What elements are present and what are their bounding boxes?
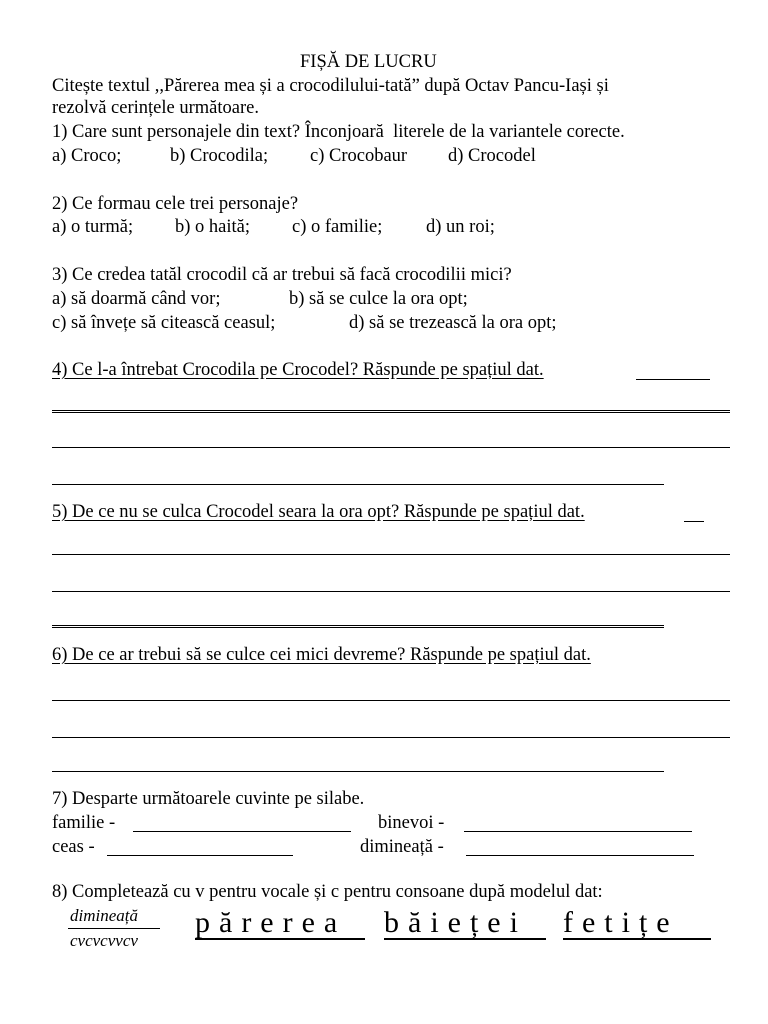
q8-example-pattern: cvcvcvvcv <box>70 931 138 950</box>
q4-text: 4) Ce l-a întrebat Crocodila pe Crocodel? Răspunde pe spațiul dat. <box>52 360 544 380</box>
q1-option-b[interactable]: b) Crocodila; <box>170 146 269 166</box>
q2-option-b[interactable]: b) o haită; <box>175 217 251 237</box>
q8-example-word: dimineață <box>70 906 138 925</box>
q6-answer-line-2[interactable] <box>52 737 730 738</box>
q3-text: 3) Ce credea tatăl crocodil că ar trebui să facă crocodilii mici? <box>52 265 512 285</box>
q1-option-c[interactable]: c) Crocobaur <box>310 146 408 166</box>
q6-text: 6) De ce ar trebui să se culce cei mici devreme? Răspunde pe spațiul dat. <box>52 645 591 665</box>
q4-answer-line-1[interactable] <box>52 410 730 413</box>
q4-answer-line-3[interactable] <box>52 484 664 485</box>
q3-option-a[interactable]: a) să doarmă când vor; <box>52 289 221 309</box>
q5-text: 5) De ce nu se culca Crocodel seara la ora opt? Răspunde pe spațiul dat. <box>52 502 585 522</box>
q7-word-ceas: ceas - <box>52 837 95 857</box>
q7-answer-familie[interactable] <box>133 831 351 832</box>
q3-option-b[interactable]: b) să se culce la ora opt; <box>289 289 468 309</box>
q7-word-familie: familie - <box>52 813 116 833</box>
q6-answer-line-3[interactable] <box>52 771 664 772</box>
q1-text: 1) Care sunt personajele din text? Înconjoară literele de la variantele corecte. <box>52 122 625 142</box>
q8-word-fetite: fetițe <box>563 906 679 939</box>
intro-line-1: Citește textul ,,Părerea mea și a crocodilului-tată” după Octav Pancu-Iași și <box>52 76 609 96</box>
q6-answer-line-1[interactable] <box>52 700 730 701</box>
q8-answer-baietei[interactable] <box>384 938 546 940</box>
q5-answer-line-2[interactable] <box>52 591 730 592</box>
q2-option-c[interactable]: c) o familie; <box>292 217 383 237</box>
q2-option-a[interactable]: a) o turmă; <box>52 217 134 237</box>
q5-answer-blank[interactable] <box>684 521 704 522</box>
q2-option-d[interactable]: d) un roi; <box>426 217 495 237</box>
q4-answer-blank[interactable] <box>636 379 710 380</box>
q5-answer-line-1[interactable] <box>52 554 730 555</box>
page-title: FIȘĂ DE LUCRU <box>300 52 437 72</box>
q8-word-baietei: băieței <box>384 906 527 939</box>
q7-text: 7) Desparte următoarele cuvinte pe silabe. <box>52 789 365 809</box>
q4-answer-line-2[interactable] <box>52 447 730 448</box>
q8-answer-fetite[interactable] <box>563 938 711 940</box>
q2-text: 2) Ce formau cele trei personaje? <box>52 194 299 214</box>
q8-word-parerea: părerea <box>195 906 347 939</box>
q7-word-binevoi: binevoi - <box>378 813 445 833</box>
q7-answer-binevoi[interactable] <box>464 831 692 832</box>
q1-option-a[interactable]: a) Croco; <box>52 146 122 166</box>
q7-answer-ceas[interactable] <box>107 855 293 856</box>
q7-word-dimineata: dimineață - <box>360 837 444 857</box>
q3-option-d[interactable]: d) să se trezească la ora opt; <box>349 313 557 333</box>
q5-answer-line-3[interactable] <box>52 625 664 628</box>
q3-option-c[interactable]: c) să învețe să citească ceasul; <box>52 313 276 333</box>
q8-answer-parerea[interactable] <box>195 938 365 940</box>
q8-text: 8) Completează cu v pentru vocale și c pentru consoane după modelul dat: <box>52 882 603 902</box>
q1-option-d[interactable]: d) Crocodel <box>448 146 536 166</box>
q8-example-fraction-bar <box>68 928 160 929</box>
intro-line-2: rezolvă cerințele următoare. <box>52 98 259 118</box>
q7-answer-dimineata[interactable] <box>466 855 694 856</box>
